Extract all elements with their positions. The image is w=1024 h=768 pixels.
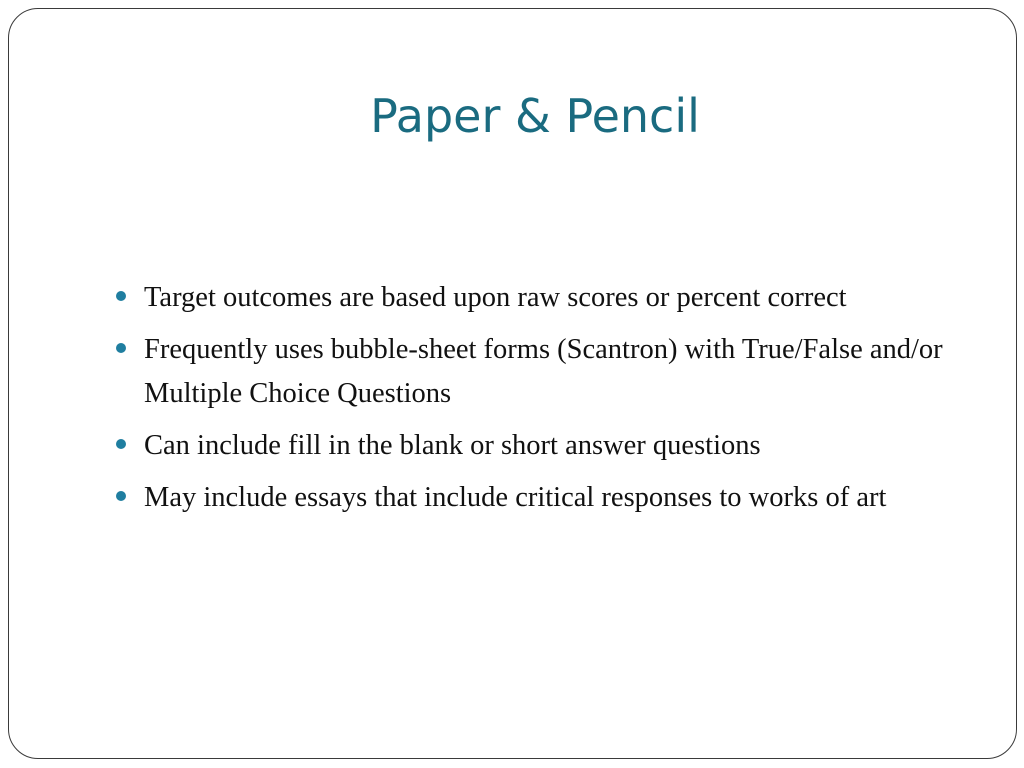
bullet-item [112, 424, 972, 468]
bullet-list [112, 276, 972, 528]
bullet-icon [116, 343, 126, 353]
bullet-text: May include essays that include critical responses to works of art [144, 482, 887, 513]
bullet-item [112, 276, 972, 320]
bullet-icon [116, 291, 126, 301]
bullet-item [112, 328, 972, 416]
bullet-text: Target outcomes are based upon raw scores or percent correct [144, 282, 847, 313]
bullet-icon [116, 439, 126, 449]
bullet-text: Frequently uses bubble-sheet forms (Scantron) with True/False and/or Multiple Choice Questions [144, 334, 943, 409]
bullet-icon [116, 491, 126, 501]
slide-title: Paper & Pencil [370, 89, 700, 143]
bullet-item [112, 476, 972, 520]
bullet-text: Can include fill in the blank or short answer questions [144, 430, 761, 461]
